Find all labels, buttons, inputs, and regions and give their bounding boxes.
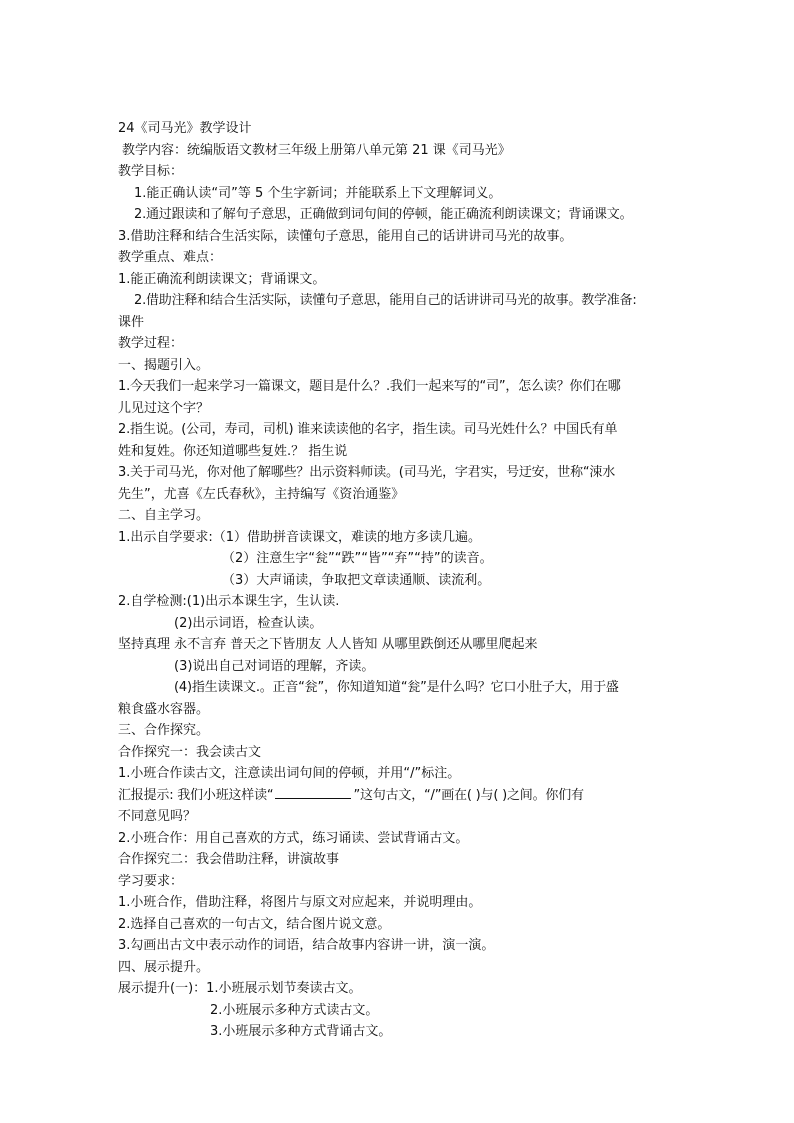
section-1-heading: 一、揭题引入。: [118, 357, 210, 373]
show-item-2: 2.小班展示多种方式读古文。: [210, 1002, 379, 1018]
collab-1-item-2: 2.小班合作：用自己喜欢的方式，练习诵读、尝试背诵古文。: [118, 830, 469, 846]
s2-item-2-c: (3)说出自己对词语的理解，齐读。: [174, 658, 375, 674]
key-point-2-cont: 课件: [118, 314, 145, 330]
section-3-heading: 三、合作探究。: [118, 723, 210, 738]
s2-item-2-e: 粮食盛水容器。: [118, 701, 210, 717]
key-point-1: 1.能正确流利朗读课文；背诵课文。: [118, 271, 326, 287]
s1-item-2: 2.指生说。(公司，寿司，司机) 谁来读读他的名字，指生读。司马光姓什么？中国氏有单: [118, 422, 618, 437]
collab-1-tip-post: ”这句古文，“/”画在( )与( )之间。你们有: [353, 787, 584, 803]
section-2-heading: 二、自主学习。: [118, 508, 210, 523]
lesson-plan: [118, 118, 688, 1043]
key-points-heading: 教学重点、难点：: [118, 250, 223, 265]
requirements-heading: 学习要求：: [118, 873, 184, 889]
s1-item-3-cont: 先生”，尤喜《左氏春秋》，主持编写《资治通鉴》: [118, 486, 405, 502]
s1-item-1: 1.今天我们一起来学习一篇课文，题目是什么？.我们一起来写的“司”，怎么读？你们在哪: [118, 379, 621, 394]
s2-item-1: 1.出示自学要求:（1）借助拼音读课文，难读的地方多读几遍。: [118, 529, 482, 545]
collab-1-heading: 合作探究一：我会读古文: [118, 744, 262, 760]
s2-item-2-d: (4)指生读课文.。正音“瓮”，你知道知道“瓮”是什么吗？它口小肚子大，用于盛: [174, 680, 619, 695]
collab-1-tip: [118, 785, 688, 807]
requirement-1: 1.小班合作，借助注释，将图片与原文对应起来，并说明理由。: [118, 895, 482, 910]
goals-heading: 教学目标：: [118, 164, 184, 179]
show-item-3: 3.小班展示多种方式背诵古文。: [210, 1024, 392, 1039]
key-point-2: 2.借助注释和结合生活实际，读懂句子意思，能用自己的话讲讲司马光的故事。教学准备:: [134, 293, 637, 308]
teaching-content: 教学内容：统编版语文教材三年级上册第八单元第 21 课《司马光》: [122, 142, 511, 158]
s2-item-1-b: （2）注意生字“瓮”“跌”“皆”“弃”“持”的读音。: [222, 551, 493, 566]
s1-item-1-cont: 儿见过这个字？: [118, 400, 210, 416]
doc-title: 24《司马光》教学设计: [118, 121, 252, 136]
section-4-heading: 四、展示提升。: [118, 959, 210, 975]
s2-item-1-c: （3）大声诵读，争取把文章读通顺、读流利。: [222, 572, 491, 588]
s2-item-2: 2.自学检测:(1)出示本课生字，生认读.: [118, 594, 340, 609]
collab-2-heading: 合作探究二：我会借助注释，讲演故事: [118, 852, 340, 867]
process-heading: 教学过程：: [118, 336, 184, 351]
s1-item-2-cont: 姓和复姓。你还知道哪些复姓.？ 指生说: [118, 443, 348, 459]
vocabulary-words: 坚持真理 永不言弃 普天之下皆朋友 人人皆知 从哪里跌倒还从哪里爬起来: [118, 637, 538, 652]
s2-item-2-b: (2)出示词语，检查认读。: [174, 615, 323, 631]
collab-1-tip-pre: 汇报提示: 我们小班这样读“: [118, 787, 274, 803]
requirement-2: 2.选择自己喜欢的一句古文，结合图片说文意。: [118, 916, 391, 932]
collab-1-tip-cont: 不同意见吗？: [118, 809, 197, 824]
goal-1: 1.能正确认读“司”等 5 个生字新词；并能联系上下文理解词义。: [134, 185, 502, 201]
fill-blank-line: [275, 785, 351, 799]
s1-item-3: 3.关于司马光，你对他了解哪些？出示资料师读。(司马光，字君实，号迂安，世称“涑水: [118, 465, 616, 480]
requirement-3: 3.勾画出古文中表示动作的词语，结合故事内容讲一讲，演一演。: [118, 938, 495, 953]
goal-3: 3.借助注释和结合生活实际，读懂句子意思，能用自己的话讲讲司马光的故事。: [118, 228, 573, 244]
goal-2: 2.通过跟读和了解句子意思，正确做到词句间的停顿，能正确流利朗读课文；背诵课文。: [134, 207, 633, 222]
collab-1-item-1: 1.小班合作读古文，注意读出词句间的停顿，并用“/”标注。: [118, 766, 461, 781]
show-item-1: 展示提升(一)：1.小班展示划节奏读古文。: [118, 981, 362, 996]
